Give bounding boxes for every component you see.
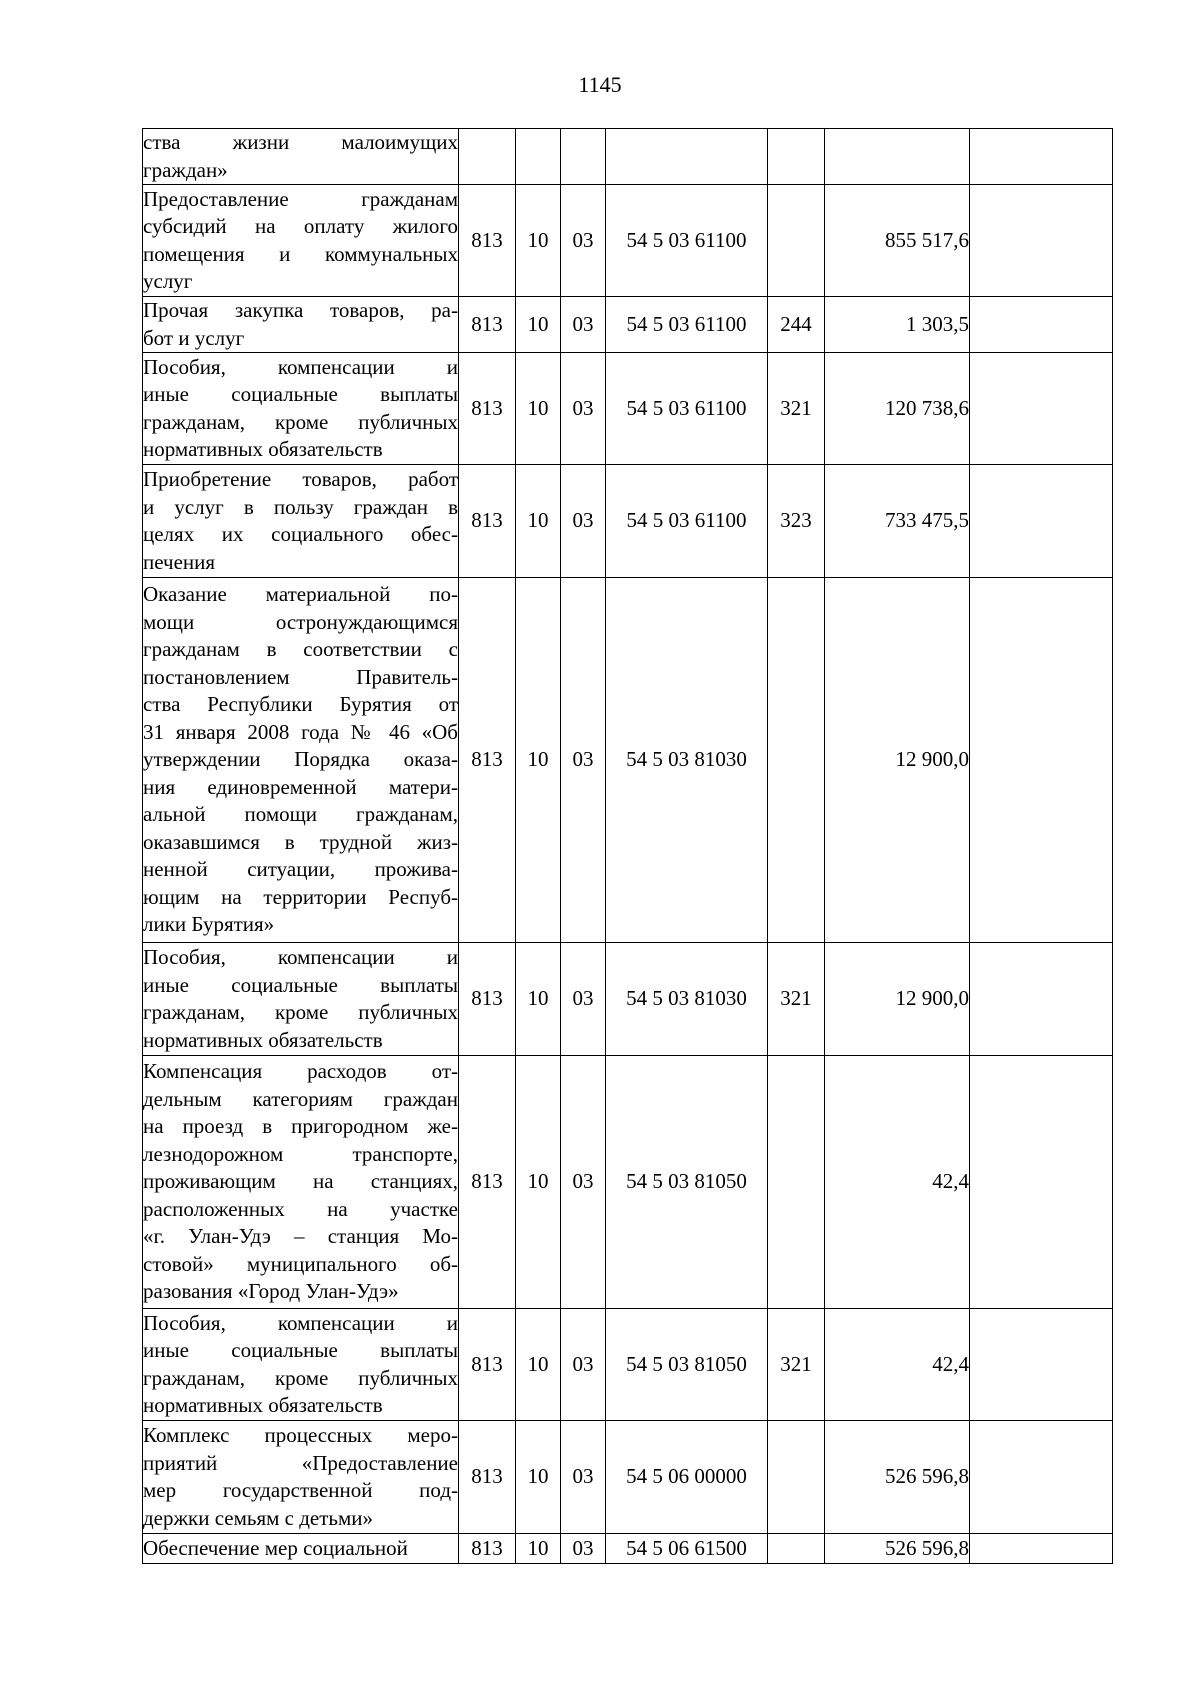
description-line: постановлением Правитель- [143, 664, 458, 689]
budget-table [142, 128, 1113, 1564]
expense-type-code: 321 [768, 1309, 825, 1421]
ministry-code: 813 [459, 353, 516, 465]
description-line: бот и услуг [143, 325, 245, 350]
section-code: 10 [516, 1421, 561, 1534]
description-line: гражданам в соответствии с [143, 637, 458, 662]
subsection-code [561, 129, 606, 185]
row-description [143, 465, 459, 578]
section-code: 10 [516, 1534, 561, 1564]
section-code: 10 [516, 1309, 561, 1421]
table-row [143, 1056, 1113, 1309]
subsection-code: 03 [561, 185, 606, 297]
ministry-code: 813 [459, 465, 516, 578]
description-line: гражданам, кроме публичных [143, 1000, 458, 1024]
description-line: лики Бурятия» [143, 912, 275, 937]
description-line: альной помощи гражданам, [143, 802, 458, 827]
description-line: мер государственной под- [143, 1478, 458, 1502]
description-line: гражданам, кроме публичных [143, 1365, 458, 1390]
page-number: 1145 [578, 72, 622, 97]
ministry-code: 813 [459, 1534, 516, 1564]
description-line: ства жизни малоимущих [143, 130, 458, 154]
section-code: 10 [516, 297, 561, 353]
target-article-code [606, 129, 768, 185]
row-description [143, 1056, 459, 1309]
target-article-code: 54 5 06 61500 [606, 1534, 768, 1564]
ministry-code [459, 129, 516, 185]
description-line: нормативных обязательств [143, 1393, 383, 1417]
description-line: 31 января 2008 года № 46 «Об [143, 719, 458, 744]
description-line: ющим на территории Респуб- [143, 884, 458, 909]
description-line: приятий «Предоставление [143, 1450, 458, 1475]
description-line: граждан» [143, 157, 228, 182]
empty-cell [970, 1421, 1113, 1534]
amount: 526 596,8 [825, 1534, 970, 1564]
expense-type-code: 321 [768, 353, 825, 465]
target-article-code: 54 5 03 61100 [606, 185, 768, 297]
row-description [143, 578, 459, 943]
expense-type-code [768, 1534, 825, 1564]
description-line: нормативных обязательств [143, 1027, 383, 1052]
amount: 1 303,5 [825, 297, 970, 353]
amount: 42,4 [825, 1056, 970, 1309]
description-line: ния единовременной матери- [143, 774, 458, 799]
subsection-code: 03 [561, 578, 606, 943]
amount: 120 738,6 [825, 353, 970, 465]
description-line: ства Республики Бурятия от [143, 692, 458, 717]
row-description [143, 1421, 459, 1534]
amount: 855 517,6 [825, 185, 970, 297]
description-line: оказавшимся в трудной жиз- [143, 829, 458, 854]
description-line: Прочая закупка товаров, ра- [143, 298, 458, 322]
table-row [143, 353, 1113, 465]
target-article-code: 54 5 03 61100 [606, 465, 768, 578]
empty-cell [970, 185, 1113, 297]
target-article-code: 54 5 06 00000 [606, 1421, 768, 1534]
target-article-code: 54 5 03 81050 [606, 1056, 768, 1309]
table-row [143, 1534, 1113, 1564]
ministry-code: 813 [459, 297, 516, 353]
expense-type-code [768, 129, 825, 185]
target-article-code: 54 5 03 81050 [606, 1309, 768, 1421]
table-row [143, 129, 1113, 185]
description-line: иные социальные выплаты [143, 382, 458, 406]
description-line: ненной ситуации, прожива- [143, 857, 458, 882]
subsection-code: 03 [561, 465, 606, 578]
section-code: 10 [516, 353, 561, 465]
amount [825, 129, 970, 185]
description-line: лезнодорожном транспорте, [143, 1141, 458, 1166]
target-article-code: 54 5 03 81030 [606, 943, 768, 1056]
empty-cell [970, 943, 1113, 1056]
description-line: утверждении Порядка оказа- [143, 747, 458, 772]
empty-cell [970, 578, 1113, 943]
row-description [143, 297, 459, 353]
ministry-code: 813 [459, 185, 516, 297]
subsection-code: 03 [561, 353, 606, 465]
row-description [143, 185, 459, 297]
target-article-code: 54 5 03 81030 [606, 578, 768, 943]
row-description [143, 129, 459, 185]
ministry-code: 813 [459, 1056, 516, 1309]
table-row [143, 1421, 1113, 1534]
table-row [143, 297, 1113, 353]
description-line: держки семьям с детьми» [143, 1505, 374, 1530]
empty-cell [970, 1056, 1113, 1309]
description-line: разования «Город Улан-Удэ» [143, 1279, 399, 1304]
section-code: 10 [516, 465, 561, 578]
section-code: 10 [516, 943, 561, 1056]
section-code: 10 [516, 578, 561, 943]
description-line: помещения и коммунальных [143, 241, 458, 266]
empty-cell [970, 465, 1113, 578]
subsection-code: 03 [561, 943, 606, 1056]
description-line: Пособия, компенсации и [143, 1310, 458, 1335]
description-line: и услуг в пользу граждан в [143, 494, 458, 519]
empty-cell [970, 297, 1113, 353]
subsection-code: 03 [561, 1421, 606, 1534]
row-description [143, 1534, 459, 1564]
row-description [143, 1309, 459, 1421]
description-line: расположенных на участке [143, 1196, 458, 1221]
expense-type-code: 323 [768, 465, 825, 578]
description-line: Комплекс процессных меро- [143, 1423, 458, 1447]
description-line: иные социальные выплаты [143, 972, 458, 997]
amount: 526 596,8 [825, 1421, 970, 1534]
expense-type-code: 244 [768, 297, 825, 353]
expense-type-code [768, 1421, 825, 1534]
target-article-code: 54 5 03 61100 [606, 353, 768, 465]
description-line: Пособия, компенсации и [143, 354, 458, 379]
subsection-code: 03 [561, 1056, 606, 1309]
description-line: Пособия, компенсации и [143, 945, 458, 969]
description-line: Компенсация расходов от- [143, 1059, 458, 1084]
empty-cell [970, 129, 1113, 185]
description-line: Оказание материальной по- [143, 582, 458, 607]
empty-cell [970, 1309, 1113, 1421]
description-line: мощи остронуждающимся [143, 609, 458, 634]
section-code: 10 [516, 185, 561, 297]
table-row [143, 465, 1113, 578]
description-line: нормативных обязательств [143, 437, 383, 461]
description-line: Предоставление гражданам [143, 186, 458, 211]
table-row [143, 943, 1113, 1056]
table-row [143, 185, 1113, 297]
subsection-code: 03 [561, 1309, 606, 1421]
description-line: целях их социального обес- [143, 522, 458, 546]
description-line: на проезд в пригородном же- [143, 1114, 458, 1139]
empty-cell [970, 353, 1113, 465]
description-line: Обеспечение мер социальной [143, 1535, 408, 1560]
expense-type-code [768, 1056, 825, 1309]
ministry-code: 813 [459, 1421, 516, 1534]
table-row [143, 1309, 1113, 1421]
target-article-code: 54 5 03 61100 [606, 297, 768, 353]
description-line: Приобретение товаров, работ [143, 467, 458, 491]
row-description [143, 353, 459, 465]
section-code: 10 [516, 1056, 561, 1309]
amount: 12 900,0 [825, 578, 970, 943]
ministry-code: 813 [459, 1309, 516, 1421]
description-line: услуг [143, 269, 193, 293]
subsection-code: 03 [561, 297, 606, 353]
amount: 733 475,5 [825, 465, 970, 578]
table-row [143, 578, 1113, 943]
amount: 12 900,0 [825, 943, 970, 1056]
empty-cell [970, 1534, 1113, 1564]
section-code [516, 129, 561, 185]
expense-type-code [768, 578, 825, 943]
amount: 42,4 [825, 1309, 970, 1421]
description-line: проживающим на станциях, [143, 1169, 458, 1194]
ministry-code: 813 [459, 943, 516, 1056]
description-line: стовой» муниципального об- [143, 1251, 458, 1276]
description-line: печения [143, 549, 216, 574]
description-line: гражданам, кроме публичных [143, 409, 458, 434]
description-line: дельным категориям граждан [143, 1086, 458, 1111]
description-line: иные социальные выплаты [143, 1338, 458, 1362]
expense-type-code [768, 185, 825, 297]
description-line: субсидий на оплату жилого [143, 214, 458, 238]
subsection-code: 03 [561, 1534, 606, 1564]
description-line: «г. Улан-Удэ – станция Мо- [143, 1224, 458, 1249]
ministry-code: 813 [459, 578, 516, 943]
row-description [143, 943, 459, 1056]
expense-type-code: 321 [768, 943, 825, 1056]
